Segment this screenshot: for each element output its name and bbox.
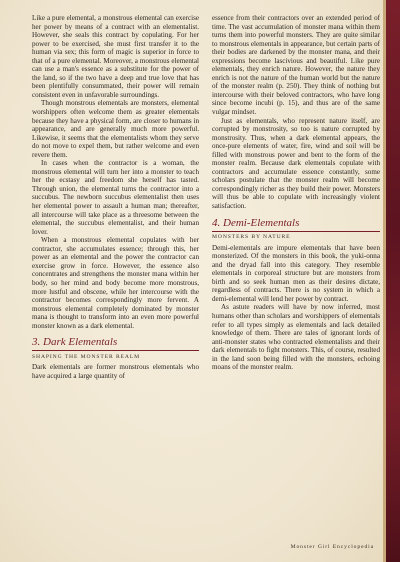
paragraph: Demi-elementals are impure elementals that have been monsterized. Of the monsters in this book, the yuki-onna and the dryad fall into this category. They resemble elementals in corporeal structure but are monsters from birth and so seek human men as their desires dictate, regardless of contracts. There is no system in which a demi-elemental will lend her power by contract. xyxy=(212,243,380,303)
section-heading-demi-elementals: 4. Demi-Elementals xyxy=(212,217,380,232)
running-footer: Monster Girl Encyclopedia xyxy=(290,544,374,550)
left-column xyxy=(32,14,199,380)
paragraph: When a monstrous elemental copulates with her contractor, she accumulates essence; through this, her power as an elemental and the power the contractor can exercise grow in force. However, the essence also concentrates and strengthens the monster mana within her body, so her mind and body become more monstrous, more lustful and obscene, while her intercourse with the contractor becomes correspondingly more fervent. A monstrous elemental completely dominated by monster mana is thought to transform into an even more powerful monster known as a dark elemental. xyxy=(32,236,199,330)
paragraph: Though monstrous elementals are monsters, elemental worshippers often welcome them as greater elementals because they have a physical form, are closer to humans in appearance, and are generally much more powerful. Likewise, it seems that the elementalists whom they serve do not move to expel them, but rather welcome and even revere them. xyxy=(32,99,199,159)
section-subheading: MONSTERS BY NATURE xyxy=(212,234,291,241)
paragraph: Just as elementals, who represent nature itself, are corrupted by monstrosity, so too is nature corrupted by monstrosity. Thus, when a dark elemental appears, the once-pure elements of water, fire, wind and soil will be filled with monstrous power and bent to the form of the monster realm. Because dark elementals copulate with contractors and accumulate essence constantly, some scholars postulate that the monster realm will become correspondingly richer as they build their power. Monsters will thus be able to copulate with increasingly violent satisfaction. xyxy=(212,116,380,211)
right-column xyxy=(212,14,380,372)
section-subheading: SHAPING THE MONSTER REALM xyxy=(32,353,141,360)
paragraph: In cases when the contractor is a woman, the monstrous elemental will turn her into a monster to teach her the ecstasy and freedom she herself has tasted. Through union, the elemental turns the contractor into a succubus. The newborn succubus elementalist then uses her elemental power to assault a human man; thereafter, all intercourse will take place as a threesome between the elemental, the succubus elementalist, and their human lover. xyxy=(32,159,199,236)
paragraph: Like a pure elemental, a monstrous elemental can exercise her power by means of a contract with an elementalist. However, she seals this contract by copulating. For her power to be exercised, she must first transfer it to the human via sex; this form of magic is superior in force to that of a pure elemental. Moreover, a monstrous elemental can use a man's essence as a substitute for the power of the land, so if the two have a deep and true love that has been plentifully consummated, their power will remain consistent even in unfavorable surroundings. xyxy=(32,14,199,99)
paragraph: essence from their contractors over an extended period of time. The vast accumulation of monster mana within them turns them into powerful monsters. They are quite similar to monstrous elementals in appearance, but certain parts of their bodies are darkened by the monster mana, and their expressions become lascivious and beautiful. Like pure elementals, they enrich nature. However, the nature they enrich is not the nature of the human world but the nature of the monster realm (p. 250). They think of nothing but intercourse with their beloved contractors, who have long since become incubi (p. 15), and thus are of the same vulgar mindset. xyxy=(212,14,380,117)
book-spine-edge xyxy=(386,0,400,562)
paragraph: Dark elementals are former monstrous elementals who have acquired a large quantity of xyxy=(32,363,199,380)
paragraph: As astute readers will have by now inferred, most humans other than scholars and worshippers of elementals refer to all types simply as elementals and lack detailed knowledge of them. There are tales of ignorant lords of anti-monster states who contracted elementalists and their dark elementals to fight monsters. This, of course, resulted in the land soon being filled with the monsters, echoing moans of the monster realm. xyxy=(212,303,380,372)
section-heading-dark-elementals: 3. Dark Elementals xyxy=(32,336,199,351)
